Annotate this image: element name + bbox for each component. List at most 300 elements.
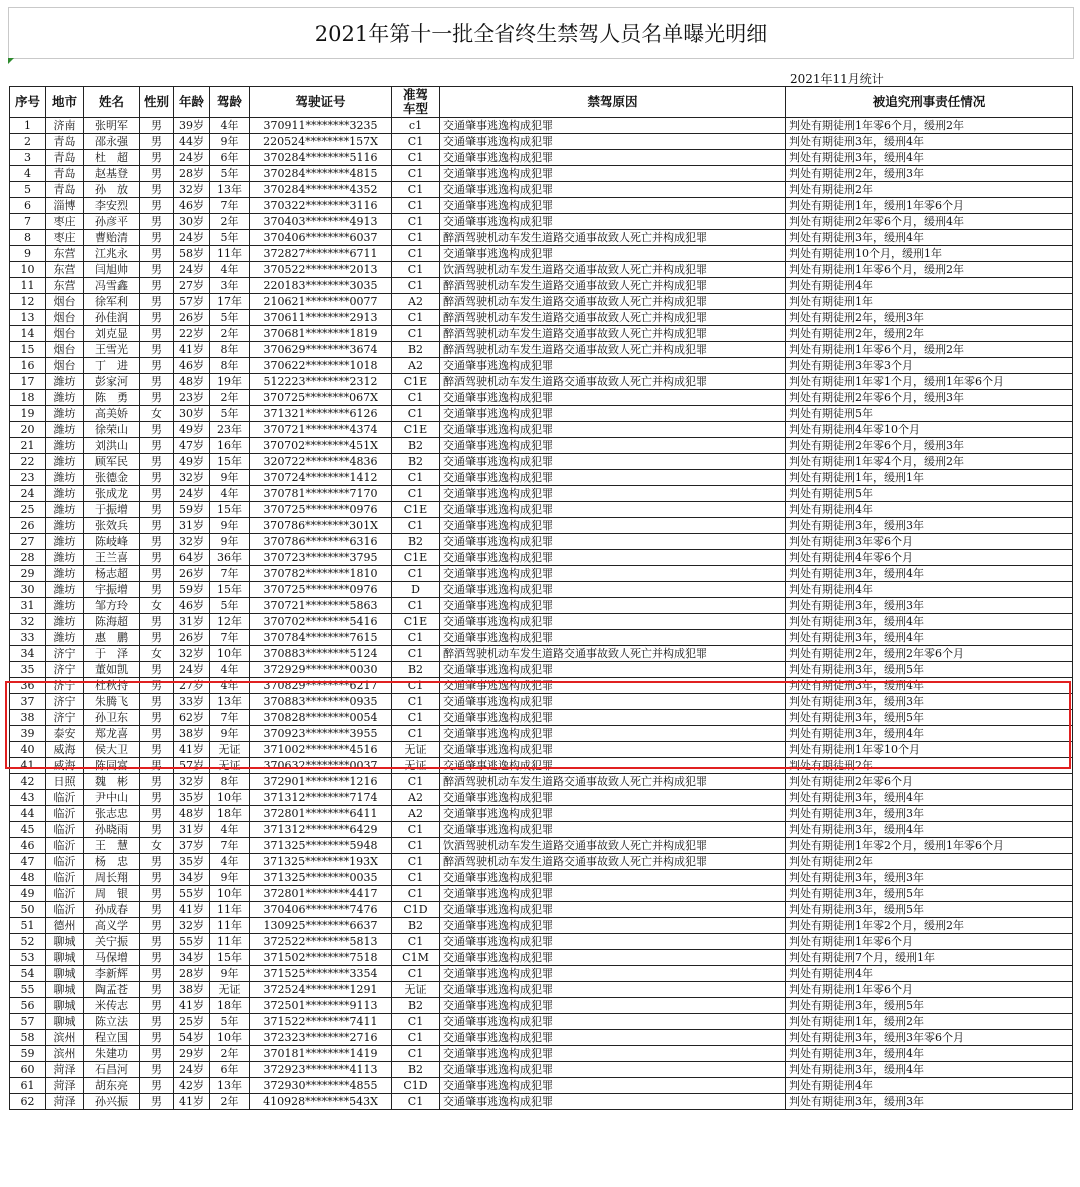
- cell-index: 56: [10, 998, 46, 1014]
- table-row: [10, 966, 1073, 982]
- cell-index: 38: [10, 710, 46, 726]
- cell-license-number: 370883********5124: [250, 646, 392, 662]
- cell-index: 26: [10, 518, 46, 534]
- cell-city: 烟台: [46, 294, 84, 310]
- cell-vehicle-class: C1: [392, 822, 440, 838]
- cell-age: 35岁: [174, 790, 210, 806]
- cell-index: 3: [10, 150, 46, 166]
- cell-name: 邵永强: [84, 134, 140, 150]
- cell-ban-reason: 醉酒驾驶机动车发生道路交通事故致人死亡并构成犯罪: [440, 374, 786, 390]
- table-row: [10, 982, 1073, 998]
- cell-name: 孙卫东: [84, 710, 140, 726]
- cell-ban-reason: 饮酒驾驶机动车发生道路交通事故致人死亡并构成犯罪: [440, 838, 786, 854]
- cell-name: 张德金: [84, 470, 140, 486]
- cell-age: 41岁: [174, 742, 210, 758]
- cell-age: 59岁: [174, 582, 210, 598]
- cell-age: 24岁: [174, 230, 210, 246]
- table-row: [10, 694, 1073, 710]
- table-row: [10, 470, 1073, 486]
- cell-age: 29岁: [174, 1046, 210, 1062]
- cell-license-number: 372901********1216: [250, 774, 392, 790]
- cell-city: 枣庄: [46, 230, 84, 246]
- cell-ban-reason: 交通肇事逃逸构成犯罪: [440, 662, 786, 678]
- cell-age: 62岁: [174, 710, 210, 726]
- cell-gender: 男: [140, 422, 174, 438]
- cell-age: 32岁: [174, 534, 210, 550]
- cell-license-number: 130925********6637: [250, 918, 392, 934]
- cell-criminal-liability: 判处有期徒刑1年，缓刑1年零6个月: [786, 198, 1073, 214]
- table-row: [10, 710, 1073, 726]
- cell-vehicle-class: C1: [392, 838, 440, 854]
- cell-name: 孙 放: [84, 182, 140, 198]
- cell-vehicle-class: B2: [392, 534, 440, 550]
- cell-index: 15: [10, 342, 46, 358]
- cell-name: 孙佳润: [84, 310, 140, 326]
- cell-city: 潍坊: [46, 390, 84, 406]
- table-row: [10, 214, 1073, 230]
- table-row: [10, 902, 1073, 918]
- cell-ban-reason: 交通肇事逃逸构成犯罪: [440, 454, 786, 470]
- table-row: [10, 278, 1073, 294]
- cell-age: 26岁: [174, 310, 210, 326]
- cell-index: 53: [10, 950, 46, 966]
- cell-driving-years: 5年: [210, 310, 250, 326]
- cell-name: 米传志: [84, 998, 140, 1014]
- cell-gender: 男: [140, 934, 174, 950]
- cell-criminal-liability: 判处有期徒刑3年，缓刑3年: [786, 694, 1073, 710]
- cell-criminal-liability: 判处有期徒刑4年: [786, 1078, 1073, 1094]
- cell-license-number: 370284********4352: [250, 182, 392, 198]
- table-row: [10, 886, 1073, 902]
- header-age: 年龄: [174, 87, 210, 118]
- cell-license-number: 372923********4113: [250, 1062, 392, 1078]
- cell-license-number: 512223********2312: [250, 374, 392, 390]
- cell-license-number: 371321********6126: [250, 406, 392, 422]
- cell-vehicle-class: C1: [392, 726, 440, 742]
- cell-age: 48岁: [174, 374, 210, 390]
- cell-gender: 男: [140, 918, 174, 934]
- cell-city: 东营: [46, 246, 84, 262]
- cell-gender: 男: [140, 854, 174, 870]
- cell-vehicle-class: C1: [392, 1094, 440, 1110]
- cell-index: 55: [10, 982, 46, 998]
- cell-index: 52: [10, 934, 46, 950]
- cell-vehicle-class: 无证: [392, 982, 440, 998]
- table-row: [10, 358, 1073, 374]
- cell-vehicle-class: C1: [392, 870, 440, 886]
- cell-gender: 男: [140, 166, 174, 182]
- cell-gender: 男: [140, 374, 174, 390]
- cell-age: 34岁: [174, 950, 210, 966]
- cell-name: 于 泽: [84, 646, 140, 662]
- header-driving-years: 驾龄: [210, 87, 250, 118]
- cell-age: 44岁: [174, 134, 210, 150]
- cell-vehicle-class: C1D: [392, 1078, 440, 1094]
- cell-vehicle-class: C1: [392, 278, 440, 294]
- cell-age: 49岁: [174, 422, 210, 438]
- cell-license-number: 410928********543X: [250, 1094, 392, 1110]
- table-row: [10, 342, 1073, 358]
- cell-license-number: 370681********1819: [250, 326, 392, 342]
- cell-index: 58: [10, 1030, 46, 1046]
- cell-ban-reason: 醉酒驾驶机动车发生道路交通事故致人死亡并构成犯罪: [440, 854, 786, 870]
- cell-city: 烟台: [46, 326, 84, 342]
- cell-criminal-liability: 判处有期徒刑3年，缓刑5年: [786, 886, 1073, 902]
- cell-criminal-liability: 判处有期徒刑1年零10个月: [786, 742, 1073, 758]
- cell-name: 高义学: [84, 918, 140, 934]
- cell-index: 43: [10, 790, 46, 806]
- cell-vehicle-class: C1: [392, 694, 440, 710]
- cell-driving-years: 4年: [210, 486, 250, 502]
- cell-city: 潍坊: [46, 502, 84, 518]
- cell-driving-years: 5年: [210, 166, 250, 182]
- cell-driving-years: 11年: [210, 918, 250, 934]
- cell-name: 杨志超: [84, 566, 140, 582]
- cell-driving-years: 10年: [210, 886, 250, 902]
- table-row: [10, 838, 1073, 854]
- cell-gender: 男: [140, 710, 174, 726]
- cell-license-number: 370522********2013: [250, 262, 392, 278]
- cell-driving-years: 11年: [210, 246, 250, 262]
- cell-city: 潍坊: [46, 374, 84, 390]
- cell-city: 潍坊: [46, 438, 84, 454]
- cell-vehicle-class: B2: [392, 454, 440, 470]
- cell-gender: 男: [140, 630, 174, 646]
- cell-vehicle-class: C1: [392, 1046, 440, 1062]
- cell-criminal-liability: 判处有期徒刑2年，缓刑3年: [786, 310, 1073, 326]
- table-row: [10, 822, 1073, 838]
- cell-driving-years: 8年: [210, 358, 250, 374]
- cell-age: 32岁: [174, 646, 210, 662]
- table-row: [10, 134, 1073, 150]
- cell-criminal-liability: 判处有期徒刑2年零6个月: [786, 774, 1073, 790]
- cell-driving-years: 5年: [210, 230, 250, 246]
- cell-age: 41岁: [174, 1094, 210, 1110]
- cell-ban-reason: 交通肇事逃逸构成犯罪: [440, 470, 786, 486]
- cell-ban-reason: 交通肇事逃逸构成犯罪: [440, 566, 786, 582]
- cell-gender: 男: [140, 278, 174, 294]
- cell-index: 57: [10, 1014, 46, 1030]
- cell-name: 周长翔: [84, 870, 140, 886]
- cell-city: 济宁: [46, 646, 84, 662]
- cell-driving-years: 23年: [210, 422, 250, 438]
- table-row: [10, 534, 1073, 550]
- cell-gender: 男: [140, 550, 174, 566]
- cell-name: 王雪光: [84, 342, 140, 358]
- cell-criminal-liability: 判处有期徒刑2年，缓刑3年: [786, 166, 1073, 182]
- cell-criminal-liability: 判处有期徒刑1年零2个月，缓刑1年零6个月: [786, 838, 1073, 854]
- table-row: [10, 198, 1073, 214]
- cell-ban-reason: 交通肇事逃逸构成犯罪: [440, 710, 786, 726]
- cell-index: 13: [10, 310, 46, 326]
- cell-name: 关宁振: [84, 934, 140, 950]
- cell-name: 张志忠: [84, 806, 140, 822]
- cell-index: 31: [10, 598, 46, 614]
- cell-driving-years: 4年: [210, 118, 250, 134]
- cell-vehicle-class: C1: [392, 326, 440, 342]
- cell-driving-years: 无证: [210, 758, 250, 774]
- cell-marker-icon: [8, 58, 14, 64]
- cell-index: 60: [10, 1062, 46, 1078]
- table-row: [10, 406, 1073, 422]
- cell-gender: 男: [140, 726, 174, 742]
- cell-gender: 男: [140, 742, 174, 758]
- cell-driving-years: 15年: [210, 582, 250, 598]
- cell-index: 20: [10, 422, 46, 438]
- cell-index: 28: [10, 550, 46, 566]
- cell-criminal-liability: 判处有期徒刑4年: [786, 502, 1073, 518]
- cell-ban-reason: 交通肇事逃逸构成犯罪: [440, 902, 786, 918]
- cell-criminal-liability: 判处有期徒刑1年零6个月，缓刑2年: [786, 342, 1073, 358]
- cell-age: 64岁: [174, 550, 210, 566]
- cell-ban-reason: 交通肇事逃逸构成犯罪: [440, 534, 786, 550]
- cell-city: 泰安: [46, 726, 84, 742]
- cell-license-number: 372801********6411: [250, 806, 392, 822]
- cell-city: 济宁: [46, 710, 84, 726]
- cell-vehicle-class: C1: [392, 966, 440, 982]
- cell-name: 杜秋持: [84, 678, 140, 694]
- cell-vehicle-class: C1: [392, 646, 440, 662]
- cell-city: 东营: [46, 262, 84, 278]
- cell-index: 29: [10, 566, 46, 582]
- cell-vehicle-class: B2: [392, 1062, 440, 1078]
- cell-gender: 男: [140, 806, 174, 822]
- cell-license-number: 372929********0030: [250, 662, 392, 678]
- cell-ban-reason: 交通肇事逃逸构成犯罪: [440, 150, 786, 166]
- table-row: [10, 758, 1073, 774]
- cell-age: 42岁: [174, 1078, 210, 1094]
- cell-license-number: 370406********7476: [250, 902, 392, 918]
- cell-city: 济宁: [46, 662, 84, 678]
- cell-name: 丁 进: [84, 358, 140, 374]
- cell-driving-years: 4年: [210, 262, 250, 278]
- table-row: [10, 454, 1073, 470]
- cell-vehicle-class: C1D: [392, 902, 440, 918]
- cell-name: 杨 忠: [84, 854, 140, 870]
- cell-ban-reason: 交通肇事逃逸构成犯罪: [440, 870, 786, 886]
- cell-criminal-liability: 判处有期徒刑3年，缓刑5年: [786, 902, 1073, 918]
- table-row: [10, 374, 1073, 390]
- cell-age: 24岁: [174, 150, 210, 166]
- cell-criminal-liability: 判处有期徒刑2年: [786, 854, 1073, 870]
- cell-driving-years: 9年: [210, 134, 250, 150]
- cell-vehicle-class: A2: [392, 358, 440, 374]
- table-row: [10, 518, 1073, 534]
- cell-criminal-liability: 判处有期徒刑1年: [786, 294, 1073, 310]
- cell-gender: 男: [140, 534, 174, 550]
- cell-vehicle-class: C1M: [392, 950, 440, 966]
- cell-gender: 男: [140, 614, 174, 630]
- cell-license-number: 370786********6316: [250, 534, 392, 550]
- cell-license-number: 370629********3674: [250, 342, 392, 358]
- cell-driving-years: 8年: [210, 774, 250, 790]
- table-row: [10, 630, 1073, 646]
- cell-vehicle-class: C1: [392, 406, 440, 422]
- cell-license-number: 371312********7174: [250, 790, 392, 806]
- cell-ban-reason: 醉酒驾驶机动车发生道路交通事故致人死亡并构成犯罪: [440, 230, 786, 246]
- cell-gender: 男: [140, 486, 174, 502]
- cell-driving-years: 6年: [210, 1062, 250, 1078]
- table-row: [10, 678, 1073, 694]
- cell-license-number: 370284********5116: [250, 150, 392, 166]
- cell-criminal-liability: 判处有期徒刑4年: [786, 278, 1073, 294]
- table-row: [10, 998, 1073, 1014]
- cell-gender: 男: [140, 214, 174, 230]
- cell-criminal-liability: 判处有期徒刑3年，缓刑3年: [786, 1094, 1073, 1110]
- cell-vehicle-class: C1E: [392, 614, 440, 630]
- header-license-number: 驾驶证号: [250, 87, 392, 118]
- cell-name: 杜 超: [84, 150, 140, 166]
- cell-age: 58岁: [174, 246, 210, 262]
- cell-name: 孙晓雨: [84, 822, 140, 838]
- cell-vehicle-class: C1E: [392, 374, 440, 390]
- cell-driving-years: 12年: [210, 614, 250, 630]
- cell-driving-years: 13年: [210, 1078, 250, 1094]
- cell-vehicle-class: A2: [392, 790, 440, 806]
- cell-index: 40: [10, 742, 46, 758]
- cell-age: 46岁: [174, 198, 210, 214]
- cell-age: 31岁: [174, 822, 210, 838]
- cell-ban-reason: 醉酒驾驶机动车发生道路交通事故致人死亡并构成犯罪: [440, 646, 786, 662]
- cell-license-number: 210621********0077: [250, 294, 392, 310]
- table-row: [10, 950, 1073, 966]
- cell-age: 48岁: [174, 806, 210, 822]
- header-gender: 性别: [140, 87, 174, 118]
- cell-city: 烟台: [46, 310, 84, 326]
- cell-index: 8: [10, 230, 46, 246]
- header-city: 地市: [46, 87, 84, 118]
- cell-license-number: 370721********4374: [250, 422, 392, 438]
- cell-ban-reason: 交通肇事逃逸构成犯罪: [440, 406, 786, 422]
- cell-gender: 男: [140, 518, 174, 534]
- cell-ban-reason: 醉酒驾驶机动车发生道路交通事故致人死亡并构成犯罪: [440, 294, 786, 310]
- cell-vehicle-class: C1: [392, 246, 440, 262]
- cell-name: 魏 彬: [84, 774, 140, 790]
- cell-age: 27岁: [174, 678, 210, 694]
- cell-age: 32岁: [174, 774, 210, 790]
- table-row: [10, 614, 1073, 630]
- cell-license-number: 371002********4516: [250, 742, 392, 758]
- cell-name: 顾军民: [84, 454, 140, 470]
- table-row: [10, 790, 1073, 806]
- cell-ban-reason: 醉酒驾驶机动车发生道路交通事故致人死亡并构成犯罪: [440, 278, 786, 294]
- cell-ban-reason: 交通肇事逃逸构成犯罪: [440, 422, 786, 438]
- cell-criminal-liability: 判处有期徒刑1年零6个月，缓刑2年: [786, 118, 1073, 134]
- cell-city: 聊城: [46, 950, 84, 966]
- cell-license-number: 370724********1412: [250, 470, 392, 486]
- cell-ban-reason: 交通肇事逃逸构成犯罪: [440, 118, 786, 134]
- cell-criminal-liability: 判处有期徒刑3年，缓刑4年: [786, 678, 1073, 694]
- cell-index: 14: [10, 326, 46, 342]
- cell-name: 郑龙喜: [84, 726, 140, 742]
- cell-criminal-liability: 判处有期徒刑3年，缓刑4年: [786, 1062, 1073, 1078]
- cell-driving-years: 5年: [210, 406, 250, 422]
- cell-criminal-liability: 判处有期徒刑5年: [786, 486, 1073, 502]
- cell-license-number: 370911********3235: [250, 118, 392, 134]
- cell-vehicle-class: C1E: [392, 502, 440, 518]
- cell-vehicle-class: C1: [392, 566, 440, 582]
- cell-license-number: 370284********4815: [250, 166, 392, 182]
- cell-license-number: 370923********3955: [250, 726, 392, 742]
- cell-city: 潍坊: [46, 582, 84, 598]
- cell-license-number: 370181********1419: [250, 1046, 392, 1062]
- cell-index: 32: [10, 614, 46, 630]
- cell-name: 张明军: [84, 118, 140, 134]
- cell-gender: 男: [140, 438, 174, 454]
- cell-driving-years: 8年: [210, 342, 250, 358]
- cell-ban-reason: 交通肇事逃逸构成犯罪: [440, 934, 786, 950]
- cell-license-number: 370723********3795: [250, 550, 392, 566]
- cell-license-number: 370721********5863: [250, 598, 392, 614]
- cell-city: 临沂: [46, 886, 84, 902]
- cell-index: 61: [10, 1078, 46, 1094]
- cell-license-number: 370784********7615: [250, 630, 392, 646]
- cell-criminal-liability: 判处有期徒刑4年零6个月: [786, 550, 1073, 566]
- cell-gender: 男: [140, 582, 174, 598]
- cell-vehicle-class: C1: [392, 1030, 440, 1046]
- cell-name: 尹中山: [84, 790, 140, 806]
- cell-gender: 男: [140, 1078, 174, 1094]
- cell-criminal-liability: 判处有期徒刑2年: [786, 758, 1073, 774]
- cell-gender: 男: [140, 342, 174, 358]
- cell-criminal-liability: 判处有期徒刑1年零6个月，缓刑2年: [786, 262, 1073, 278]
- cell-criminal-liability: 判处有期徒刑2年，缓刑2年: [786, 326, 1073, 342]
- cell-index: 4: [10, 166, 46, 182]
- cell-criminal-liability: 判处有期徒刑1年零4个月，缓刑2年: [786, 454, 1073, 470]
- cell-license-number: 371325********193X: [250, 854, 392, 870]
- cell-driving-years: 5年: [210, 598, 250, 614]
- table-row: [10, 1046, 1073, 1062]
- cell-driving-years: 7年: [210, 710, 250, 726]
- cell-city: 日照: [46, 774, 84, 790]
- cell-ban-reason: 醉酒驾驶机动车发生道路交通事故致人死亡并构成犯罪: [440, 326, 786, 342]
- cell-driving-years: 15年: [210, 454, 250, 470]
- table-row: [10, 566, 1073, 582]
- cell-vehicle-class: C1: [392, 134, 440, 150]
- cell-criminal-liability: 判处有期徒刑1年零1个月，缓刑1年零6个月: [786, 374, 1073, 390]
- cell-criminal-liability: 判处有期徒刑3年，缓刑4年: [786, 230, 1073, 246]
- table-row: [10, 774, 1073, 790]
- cell-index: 17: [10, 374, 46, 390]
- cell-gender: 男: [140, 950, 174, 966]
- cell-index: 30: [10, 582, 46, 598]
- cell-index: 48: [10, 870, 46, 886]
- cell-index: 34: [10, 646, 46, 662]
- cell-driving-years: 9年: [210, 726, 250, 742]
- cell-vehicle-class: C1: [392, 214, 440, 230]
- cell-license-number: 370702********451X: [250, 438, 392, 454]
- cell-criminal-liability: 判处有期徒刑2年零6个月，缓刑3年: [786, 438, 1073, 454]
- cell-gender: 男: [140, 1062, 174, 1078]
- cell-gender: 男: [140, 150, 174, 166]
- cell-index: 10: [10, 262, 46, 278]
- cell-driving-years: 9年: [210, 534, 250, 550]
- cell-city: 临沂: [46, 822, 84, 838]
- cell-gender: 男: [140, 870, 174, 886]
- cell-name: 刘洪山: [84, 438, 140, 454]
- cell-ban-reason: 交通肇事逃逸构成犯罪: [440, 166, 786, 182]
- cell-gender: 男: [140, 454, 174, 470]
- cell-gender: 男: [140, 198, 174, 214]
- cell-city: 潍坊: [46, 422, 84, 438]
- cell-index: 12: [10, 294, 46, 310]
- cell-index: 49: [10, 886, 46, 902]
- cell-driving-years: 2年: [210, 1046, 250, 1062]
- cell-criminal-liability: 判处有期徒刑3年，缓刑5年: [786, 662, 1073, 678]
- cell-name: 徐荣山: [84, 422, 140, 438]
- cell-ban-reason: 交通肇事逃逸构成犯罪: [440, 966, 786, 982]
- cell-age: 27岁: [174, 278, 210, 294]
